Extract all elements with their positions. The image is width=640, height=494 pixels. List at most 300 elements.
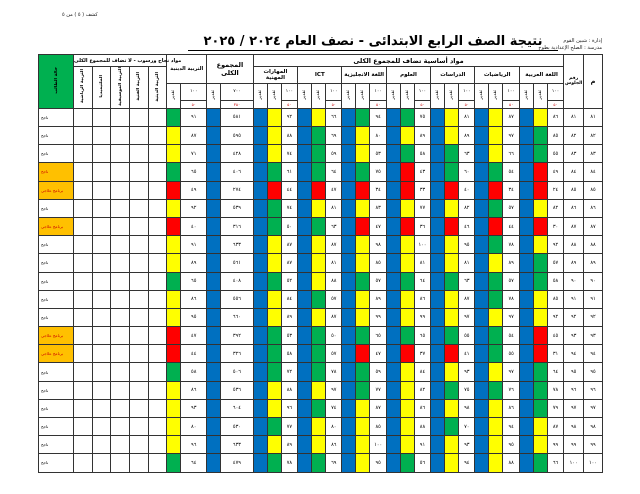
ar-grade-cell [519,436,533,454]
ar-score-cell: ٣٠ [547,217,563,235]
en-score-cell: ٥٣ [370,145,386,163]
en-level-cell [356,199,370,217]
pass-group-cell [148,327,167,345]
sc-grade-cell [386,108,400,126]
en-level-cell [356,108,370,126]
pass-group-cell [148,399,167,417]
grade-label: تقدير [211,90,217,100]
religion-score-cell: ٤٤ [181,345,207,363]
ma-score-cell: ٥٥ [503,345,519,363]
sc-grade-cell [386,163,400,181]
en-level-cell [356,254,370,272]
religion-score-cell: ٦٥ [181,272,207,290]
table-row [39,436,603,454]
table-row [39,272,603,290]
status-cell: ناجح [39,163,74,181]
st-score-cell: ٥٥ [459,327,475,345]
seq-cell: ٩٩ [584,436,603,454]
ma-level-cell [489,381,503,399]
vo-grade-cell [253,199,267,217]
ma-level-cell [489,236,503,254]
ar-score-cell: ٩٢ [547,236,563,254]
table-row [39,181,603,199]
sc-score-cell: ٥٦ [414,454,430,472]
en-grade-cell [342,345,356,363]
pass-group-cell [111,399,130,417]
sc-score-cell: ٨٦ [414,290,430,308]
sc-score-cell: ٣٧ [414,345,430,363]
st-score-cell: ٧٥ [459,381,475,399]
status-cell: ناجح [39,308,74,326]
en-level-cell [356,418,370,436]
vocational-grade-header [253,84,267,109]
seat-cell: ٩٠ [564,272,584,290]
en-level-cell [356,236,370,254]
ar-grade-cell [519,363,533,381]
st-level-cell [445,163,459,181]
pass-group-cell [111,108,130,126]
ict-score-cell: ٥٩ [326,145,342,163]
seat-cell: ٩٧ [564,399,584,417]
ar-score-cell: ٨٦ [547,108,563,126]
st-level-cell [445,418,459,436]
st-score-cell: ٩٥ [459,236,475,254]
total-score-cell: ٥٦١ [221,254,254,272]
total-grade-cell [207,199,221,217]
vo-grade-cell [253,436,267,454]
pass-group-cell [74,454,93,472]
vo-level-cell [267,436,281,454]
status-cell: ناجح [39,363,74,381]
ma-grade-cell [475,236,489,254]
seq-cell: ٨٢ [584,127,603,145]
st-grade-cell [431,399,445,417]
religion-grade-cell [167,436,181,454]
seat-cell: ٩٤ [564,345,584,363]
total-grade-cell [207,181,221,199]
ar-level-cell [533,290,547,308]
en-grade-cell [342,272,356,290]
math-extra-header [489,84,503,109]
vo-level-cell [267,454,281,472]
vo-score-cell: ٩٢ [281,108,297,126]
st-grade-cell [431,181,445,199]
status-cell: ناجح [39,127,74,145]
ar-grade-cell [519,127,533,145]
total-score-cell: ٢٧٤ [221,181,254,199]
studies-min: ٥٠ [459,100,475,108]
total-min: ٣٥٠ [221,100,254,108]
pass-group-cell [148,236,167,254]
ma-level-cell [489,345,503,363]
status-cell: ناجح [39,254,74,272]
total-header: المجموع الكلى [207,55,254,84]
pass-group-cell [74,199,93,217]
religion-grade-cell [167,290,181,308]
ict-grade-cell [298,418,312,436]
religion-grade-cell [167,127,181,145]
sc-level-cell [400,181,414,199]
sc-level-cell [400,254,414,272]
pass-group-cell [74,399,93,417]
ict-grade-cell [298,272,312,290]
religion-grade-cell [167,345,181,363]
sc-grade-cell [386,454,400,472]
religion-grade-cell [167,272,181,290]
pass-group-cell [74,163,93,181]
vo-level-cell [267,363,281,381]
ict-extra-header [312,84,326,109]
en-grade-cell [342,236,356,254]
ict-score-cell: ٨٦ [326,436,342,454]
total-grade-cell [207,236,221,254]
ar-level-cell [533,308,547,326]
sc-grade-cell [386,290,400,308]
religion-score-cell: ٦٤ [181,454,207,472]
pass-group-cell [148,127,167,145]
ma-score-cell: ٩٧ [503,127,519,145]
sc-grade-cell [386,418,400,436]
st-grade-cell [431,145,445,163]
seq-cell: ٨٣ [584,145,603,163]
ict-header: ICT [298,67,342,84]
sc-level-cell [400,327,414,345]
st-grade-cell [431,272,445,290]
ict-grade-cell [298,163,312,181]
seat-cell: ٩٨ [564,418,584,436]
st-score-cell: ٤١ [459,345,475,363]
sc-grade-cell [386,345,400,363]
ict-score-cell: ٨١ [326,199,342,217]
total-grade-cell [207,254,221,272]
en-score-cell: ٤٧ [370,217,386,235]
ma-score-cell: ٣٤ [503,181,519,199]
total-grade-cell [207,363,221,381]
vo-level-cell [267,108,281,126]
ict-grade-cell [298,308,312,326]
ict-level-cell [312,327,326,345]
sc-grade-cell [386,254,400,272]
vo-grade-cell [253,217,267,235]
seat-cell: ٩٣ [564,327,584,345]
pass-group-cell [148,108,167,126]
en-grade-cell [342,290,356,308]
ict-score-cell: ٧٨ [326,363,342,381]
grade-label: تقدير [360,90,366,100]
ma-score-cell: ٧٨ [503,236,519,254]
vo-grade-cell [253,254,267,272]
vo-level-cell [267,145,281,163]
seq-cell: ٩٣ [584,327,603,345]
seq-cell: ٩٠ [584,272,603,290]
ict-grade-cell [298,399,312,417]
ar-grade-cell [519,254,533,272]
ma-level-cell [489,308,503,326]
pass-group-cell [148,163,167,181]
st-grade-cell [431,254,445,272]
pass-group-cell [148,290,167,308]
total-grade-cell [207,436,221,454]
grade-label: تقدير [493,90,499,100]
en-score-cell: ٩٩ [370,308,386,326]
seq-cell: ٩٤ [584,345,603,363]
ict-level-cell [312,363,326,381]
vo-level-cell [267,272,281,290]
table-row [39,308,603,326]
st-grade-cell [431,436,445,454]
sc-level-cell [400,127,414,145]
sc-level-cell [400,217,414,235]
ma-score-cell: ٦٦ [503,145,519,163]
sc-score-cell: ٣٦ [414,217,430,235]
en-score-cell: ٨٧ [370,399,386,417]
ar-grade-cell [519,418,533,436]
ma-score-cell: ٩٤ [503,418,519,436]
pass-group-cell [148,254,167,272]
total-grade-cell [207,108,221,126]
ma-level-cell [489,327,503,345]
en-score-cell: ٩٥ [370,454,386,472]
sc-score-cell: ٧٧ [414,199,430,217]
arabic-grade-header [519,84,533,109]
ict-grade-cell [298,345,312,363]
ar-score-cell: ٧٩ [547,399,563,417]
pass-group-cell [92,163,111,181]
ar-score-cell: ٦٤ [547,363,563,381]
pass-group-cell [92,181,111,199]
pass-group-cell [74,363,93,381]
total-score-cell: ٥٣٦ [221,381,254,399]
pass-group-cell [74,254,93,272]
vo-grade-cell [253,327,267,345]
st-score-cell: ٩٧ [459,308,475,326]
studies-grade-header [431,84,445,109]
sc-level-cell [400,308,414,326]
vo-level-cell [267,418,281,436]
st-level-cell [445,272,459,290]
vo-grade-cell [253,272,267,290]
total-score-cell: ٥٥٦ [221,290,254,308]
ict-score-cell: ٨٠ [326,418,342,436]
ict-grade-cell [298,381,312,399]
science-max: ١٠٠ [414,84,430,101]
ma-score-cell: ٤٤ [503,217,519,235]
sc-grade-cell [386,181,400,199]
ma-level-cell [489,181,503,199]
ict-score-cell: ٦٩ [326,454,342,472]
ma-level-cell [489,163,503,181]
status-cell: ناجح [39,381,74,399]
status-cell: ناجح [39,454,74,472]
ar-grade-cell [519,217,533,235]
ma-level-cell [489,108,503,126]
pass-group-cell [148,454,167,472]
en-grade-cell [342,308,356,326]
religion-score-cell: ٨٠ [181,418,207,436]
vo-level-cell [267,254,281,272]
ar-score-cell: ٢٤ [547,181,563,199]
pass-group-cell [92,199,111,217]
en-level-cell [356,127,370,145]
ar-grade-cell [519,399,533,417]
ar-score-cell: ٨٧ [547,418,563,436]
ma-score-cell: ٩٧ [503,363,519,381]
pass-group-cell [130,363,149,381]
ar-level-cell [533,127,547,145]
ict-level-cell [312,399,326,417]
en-level-cell [356,345,370,363]
en-grade-cell [342,108,356,126]
ict-level-cell [312,418,326,436]
st-level-cell [445,454,459,472]
pass-group-cell [92,381,111,399]
st-score-cell: ٩٣ [459,436,475,454]
en-score-cell: ٦٥ [370,327,386,345]
math-grade-header [475,84,489,109]
status-cell: ناجح [39,145,74,163]
en-grade-cell [342,145,356,163]
table-row [39,363,603,381]
vo-level-cell [267,199,281,217]
pass-group-cell [111,272,130,290]
st-level-cell [445,381,459,399]
pass-group-cell [111,254,130,272]
ict-level-cell [312,145,326,163]
st-level-cell [445,108,459,126]
table-row [39,127,603,145]
ar-level-cell [533,418,547,436]
en-level-cell [356,454,370,472]
st-level-cell [445,217,459,235]
grade-label: تقدير [171,90,177,100]
vo-grade-cell [253,236,267,254]
vo-grade-cell [253,127,267,145]
vo-level-cell [267,181,281,199]
st-score-cell: ٧٠ [459,418,475,436]
total-score-cell: ٦٣٣ [221,236,254,254]
en-level-cell [356,272,370,290]
studies-header: الدراسات [431,67,475,84]
sc-level-cell [400,163,414,181]
ar-score-cell: ٥٨ [547,272,563,290]
vo-grade-cell [253,345,267,363]
seat-header: رقم الجلوس [564,55,584,109]
seat-cell: ٨٩ [564,254,584,272]
seat-cell: ٩٥ [564,363,584,381]
vo-score-cell: ٨٤ [281,290,297,308]
ma-score-cell: ٨٨ [503,454,519,472]
pass-group-cell [130,399,149,417]
st-level-cell [445,290,459,308]
pass-group-cell [111,181,130,199]
pass-group-cell [92,436,111,454]
pass-group-cell [130,418,149,436]
seat-cell: ٩٦ [564,381,584,399]
vo-score-cell: ٧٢ [281,363,297,381]
ma-level-cell [489,436,503,454]
religion-score-cell: ٩٥ [181,308,207,326]
vo-score-cell: ٥٠ [281,217,297,235]
seq-header: م [584,55,603,109]
status-cell: ناجح [39,199,74,217]
table-row [39,108,603,126]
ar-score-cell: ٦٦ [547,454,563,472]
religion-max: ١٠٠ [181,84,207,101]
ma-grade-cell [475,127,489,145]
status-cell: برنامج علاجي [39,181,74,199]
en-score-cell: ٥٧ [370,272,386,290]
ar-score-cell: ٥٧ [547,254,563,272]
sc-score-cell: ٨٢ [414,381,430,399]
ma-grade-cell [475,381,489,399]
religion-grade-cell [167,308,181,326]
grade-label: تقدير [523,90,529,100]
ict-score-cell: ٨١ [326,254,342,272]
total-score-cell: ٤٠٦ [221,163,254,181]
pass-group-cell [92,145,111,163]
vocational-min: ٥٠ [281,100,297,108]
ar-level-cell [533,145,547,163]
ma-grade-cell [475,217,489,235]
pass-group-cell [148,308,167,326]
extra-header: التربية الدينية [148,67,167,109]
en-grade-cell [342,181,356,199]
ar-level-cell [533,108,547,126]
ar-grade-cell [519,181,533,199]
sc-score-cell: ٨٨ [414,418,430,436]
en-grade-cell [342,127,356,145]
st-grade-cell [431,308,445,326]
total-grade-cell [207,308,221,326]
pass-group-cell [74,181,93,199]
english-min: ٥٠ [370,100,386,108]
seq-cell: ٩٥ [584,363,603,381]
st-score-cell: ٦٣ [459,145,475,163]
pass-group-cell [92,108,111,126]
sc-grade-cell [386,363,400,381]
st-grade-cell [431,108,445,126]
vo-grade-cell [253,145,267,163]
total-score-cell: ٤٢٨ [221,145,254,163]
st-grade-cell [431,345,445,363]
vo-score-cell: ٨٨ [281,381,297,399]
vo-score-cell: ٤٤ [281,181,297,199]
religion-score-cell: ٤٧ [181,327,207,345]
ict-score-cell: ٦٩ [326,127,342,145]
sc-score-cell: ٩١ [414,436,430,454]
science-header: العلوم [386,67,430,84]
pass-group-cell [74,345,93,363]
en-score-cell: ٨٣ [370,199,386,217]
ma-level-cell [489,399,503,417]
total-score-cell: ٦٠٤ [221,399,254,417]
ict-grade-cell [298,327,312,345]
vo-grade-cell [253,290,267,308]
ma-level-cell [489,254,503,272]
pass-group-cell [111,436,130,454]
vo-grade-cell [253,308,267,326]
ar-score-cell: ٥٥ [547,145,563,163]
pass-group-cell [130,454,149,472]
ma-score-cell: ٩٥ [503,436,519,454]
sc-level-cell [400,272,414,290]
sc-grade-cell [386,199,400,217]
pass-group-cell [111,217,130,235]
ma-grade-cell [475,272,489,290]
pass-group-cell [111,163,130,181]
ict-level-cell [312,381,326,399]
total-grade-cell [207,127,221,145]
